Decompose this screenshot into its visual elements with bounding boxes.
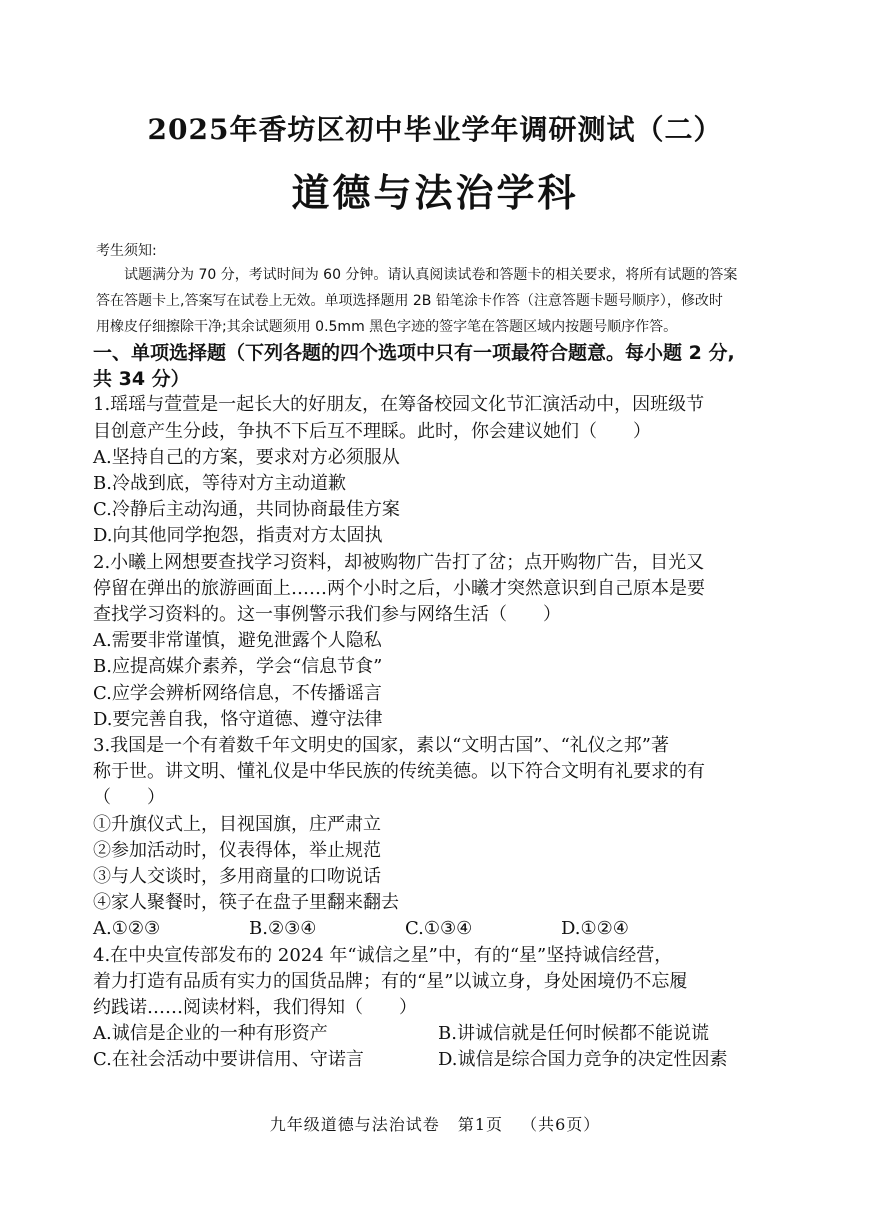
question-stem: 3.我国是一个有着数千年文明史的国家，素以“文明古国”、“礼仪之邦”著: [93, 735, 669, 757]
page-footer: [0, 1112, 870, 1135]
option-row: [93, 1047, 783, 1073]
question-4: [93, 943, 783, 1074]
option-a: A.①②③: [93, 918, 161, 940]
footer-page-total: （共6页）: [521, 1115, 601, 1134]
question-stem: （ ）: [93, 787, 165, 809]
notice-line: 试题满分为 70 分，考试时间为 60 分钟。请认真阅读试卷和答题卡的相关要求，将所有试题的答案: [124, 267, 738, 283]
option-c: C.冷静后主动沟通，共同协商最佳方案: [93, 499, 400, 521]
option-a: A.需要非常谨慎，避免泄露个人隐私: [93, 630, 382, 652]
question-stem: 停留在弹出的旅游画面上……两个小时之后，小曦才突然意识到自己原本是要: [93, 577, 705, 599]
option-b: B.②③④: [249, 918, 317, 940]
question-2: [93, 550, 783, 733]
option-b: B.讲诚信就是任何时候都不能说谎: [438, 1023, 709, 1045]
notice-line: 用橡皮仔细擦除干净;其余试题须用 0.5mm 黑色字迹的签字笔在答题区域内按题号顺序作答。: [96, 319, 678, 335]
notice-body: [96, 262, 776, 340]
option-row: [93, 916, 783, 942]
exam-title: 2025年香坊区初中毕业学年调研测试（二）: [147, 113, 723, 146]
option-d: D.诚信是综合国力竞争的决定性因素: [438, 1049, 728, 1071]
option-d: D.向其他同学抱怨，指责对方太固执: [93, 525, 383, 547]
option-d: D.①②④: [561, 918, 629, 940]
statement-1: ①升旗仪式上，目视国旗，庄严肃立: [93, 813, 381, 835]
option-d: D.要完善自我，恪守道德、遵守法律: [93, 708, 383, 730]
statement-3: ③与人交谈时，多用商量的口吻说话: [93, 866, 381, 888]
question-stem: 1.瑶瑶与萱萱是一起长大的好朋友，在筹备校园文化节汇演活动中，因班级节: [93, 394, 705, 416]
questions: [93, 340, 783, 1074]
option-c: C.①③④: [405, 918, 473, 940]
footer-page-number: 第1页: [457, 1115, 503, 1134]
notice-label: 考生须知:: [96, 243, 157, 259]
question-1: [93, 392, 783, 549]
question-stem: 查找学习资料的。这一事例警示我们参与网络生活（ ）: [93, 604, 561, 626]
statement-2: ②参加活动时，仪表得体，举止规范: [93, 839, 381, 861]
section-heading: 一、单项选择题（下列各题的四个选项中只有一项最符合题意。每小题 2 分,: [93, 342, 735, 364]
subject-title: 道德与法治学科: [291, 170, 579, 215]
statement-4: ④家人聚餐时，筷子在盘子里翻来翻去: [93, 892, 399, 914]
option-c: C.在社会活动中要讲信用、守诺言: [93, 1049, 364, 1071]
question-stem: 4.在中央宣传部发布的 2024 年“诚信之星”中，有的“星”坚持诚信经营，: [93, 944, 673, 966]
option-c: C.应学会辨析网络信息，不传播谣言: [93, 682, 382, 704]
question-stem: 2.小曦上网想要查找学习资料，却被购物广告打了岔；点开购物广告，目光又: [93, 551, 705, 573]
notice-line: 答在答题卡上,答案写在试卷上无效。单项选择题用 2B 铅笔涂卡作答（注意答题卡题号顺序），修改时: [96, 293, 723, 309]
section-heading-cont: 共 34 分）: [93, 368, 190, 391]
footer-paper-name: 九年级道德与法治试卷: [269, 1115, 440, 1134]
option-a: A.坚持自己的方案，要求对方必须服从: [93, 446, 400, 468]
question-3: [93, 733, 783, 943]
question-stem: 约践诺……阅读材料，我们得知（ ）: [93, 997, 417, 1019]
option-a: A.诚信是企业的一种有形资产: [93, 1023, 328, 1045]
question-stem: 着力打造有品质有实力的国货品牌；有的“星”以诚立身，身处困境仍不忘履: [93, 970, 688, 992]
option-row: [93, 1021, 783, 1047]
option-b: B.冷战到底，等待对方主动道歉: [93, 473, 346, 495]
question-stem: 目创意产生分歧，争执不下后互不理睬。此时，你会建议她们（ ）: [93, 420, 651, 442]
question-stem: 称于世。讲文明、懂礼仪是中华民族的传统美德。以下符合文明有礼要求的有: [93, 761, 705, 783]
option-b: B.应提高媒介素养，学会“信息节食”: [93, 656, 383, 678]
